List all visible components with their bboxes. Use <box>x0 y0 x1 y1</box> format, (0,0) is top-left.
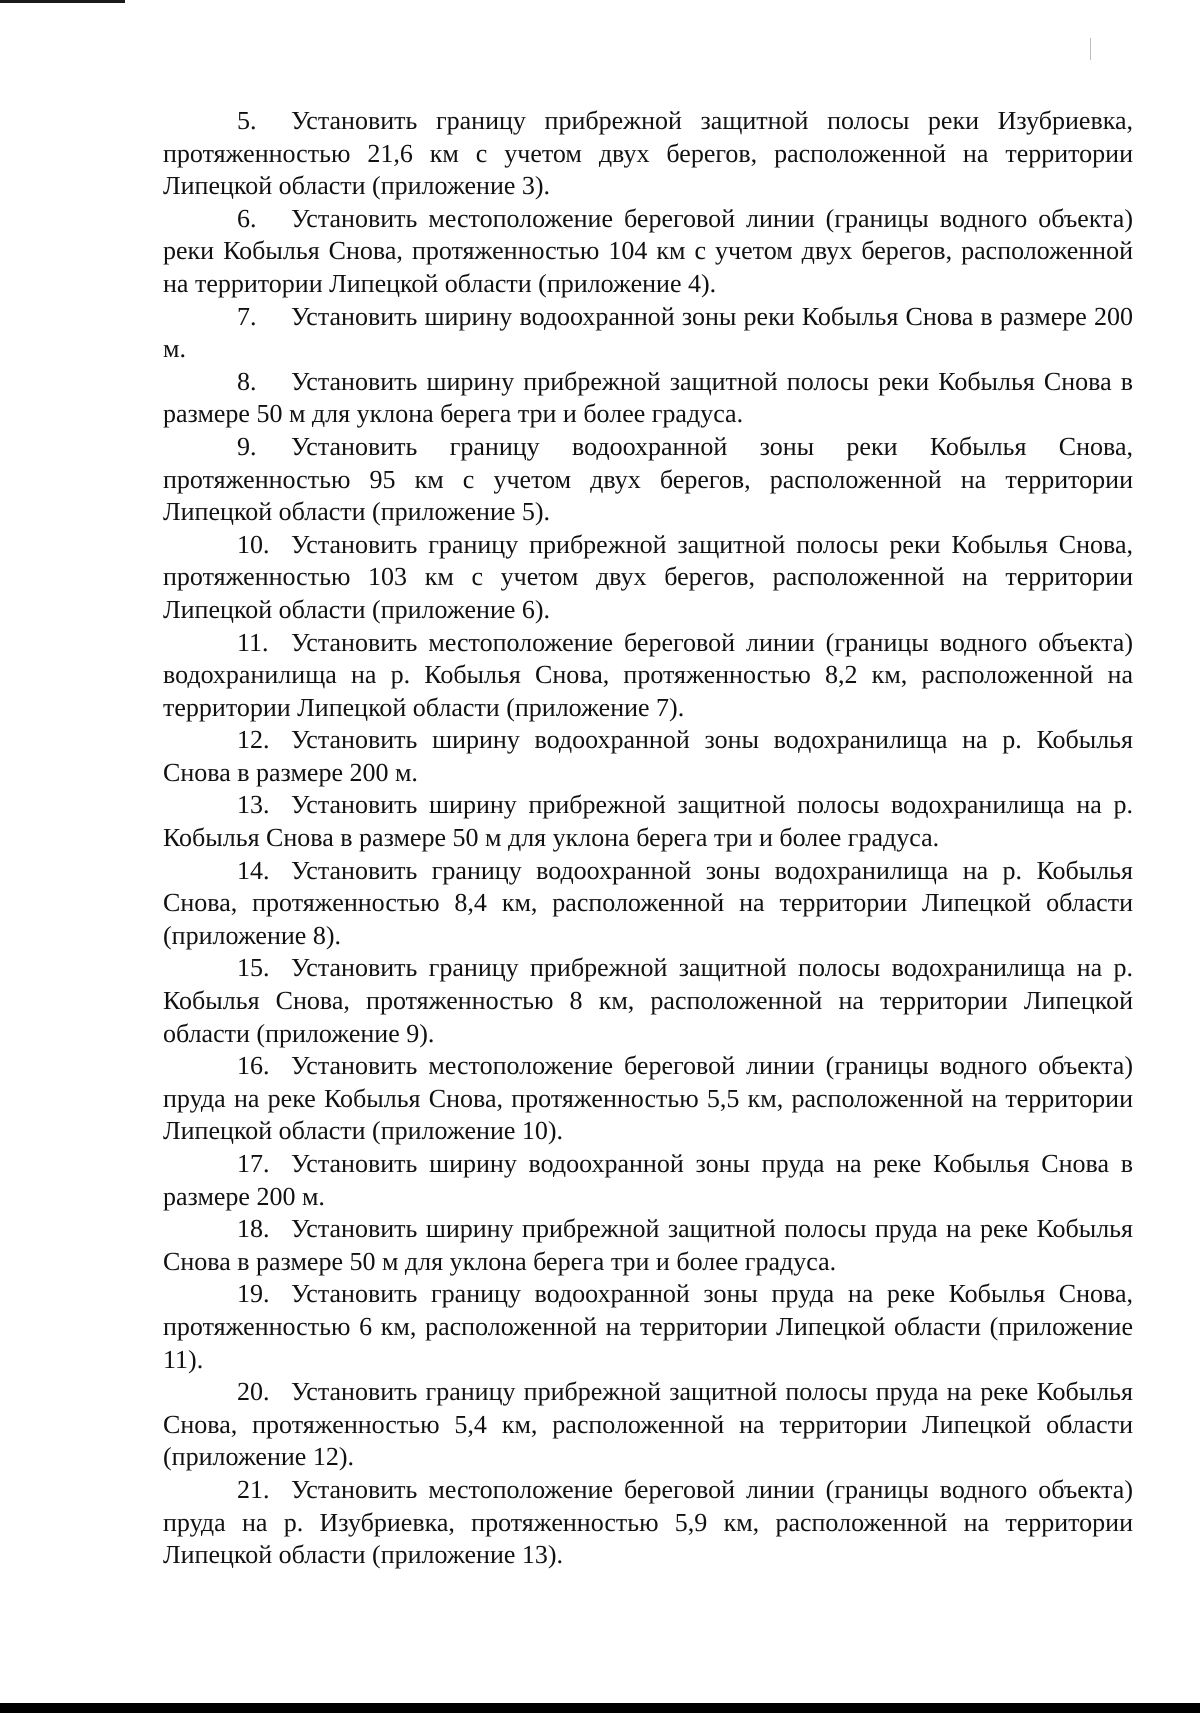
clause-number: 10. <box>237 529 270 559</box>
clause-9 <box>163 431 1133 529</box>
clause-text: Установить ширину прибрежной защитной полосы пруда на реке Кобылья Снова в размере 50 м для уклона берега три и более градуса. <box>163 1214 1133 1276</box>
clause-13 <box>163 789 1133 854</box>
clause-text: Установить ширину водоохранной зоны реки Кобылья Снова в размере 200 м. <box>163 301 1133 364</box>
clause-number: 17. <box>237 1149 270 1178</box>
clause-text: Установить ширину прибрежной защитной полосы реки Кобылья Снова в размере 50 м для уклона берега три и более градуса. <box>163 366 1133 429</box>
clause-number: 15. <box>237 953 270 983</box>
clause-text: Установить местоположение береговой линии (границы водного объекта) реки Кобылья Снова, протяженностью 104 км с учетом двух берегов, расположенной на территории Липецкой области (приложение 4). <box>163 203 1133 298</box>
clause-19 <box>163 1278 1133 1376</box>
clause-text: Установить ширину водоохранной зоны водохранилища на р. Кобылья Снова в размере 200 м. <box>163 725 1133 787</box>
clause-number: 7. <box>237 301 257 331</box>
clause-number: 21. <box>237 1474 270 1504</box>
clause-text: Установить границу прибрежной защитной полосы реки Кобылья Снова, протяженностью 103 км с учетом двух берегов, расположенной на территории Липецкой области (приложение 6). <box>163 529 1133 624</box>
clause-17 <box>163 1148 1133 1213</box>
clause-21 <box>163 1474 1133 1572</box>
clause-14 <box>163 855 1133 953</box>
clause-number: 18. <box>237 1214 270 1244</box>
clause-text: Установить ширину водоохранной зоны пруда на реке Кобылья Снова в размере 200 м. <box>163 1149 1133 1211</box>
clause-text: Установить границу прибрежной защитной полосы реки Изубриевка, протяженностью 21,6 км с учетом двух берегов, расположенной на территории Липецкой области (приложение 3). <box>163 106 1133 201</box>
clause-16 <box>163 1050 1133 1148</box>
clause-text: Установить местоположение береговой линии (границы водного объекта) водохранилища на р. Кобылья Снова, протяженностью 8,2 км, расположенной на территории Липецкой области (приложение 7). <box>163 627 1133 722</box>
clause-number: 16. <box>237 1051 270 1081</box>
clause-5 <box>163 105 1133 203</box>
clause-text: Установить ширину прибрежной защитной полосы водохранилища на р. Кобылья Снова в размере 50 м для уклона берега три и более градуса. <box>163 790 1133 853</box>
clause-number: 19. <box>237 1279 270 1309</box>
scan-margin-mark <box>1090 38 1091 60</box>
clause-text: Установить границу прибрежной защитной полосы пруда на реке Кобылья Снова, протяженностью 5,4 км, расположенной на территории Липецкой области (приложение 12). <box>163 1377 1133 1472</box>
clause-18 <box>163 1213 1133 1278</box>
clause-number: 5. <box>237 106 257 135</box>
clause-20 <box>163 1376 1133 1474</box>
clause-text: Установить границу прибрежной защитной полосы водохранилища на р. Кобылья Снова, протяженностью 8 км, расположенной на территории Липецкой области (приложение 9). <box>163 953 1133 1048</box>
clause-text: Установить границу водоохранной зоны реки Кобылья Снова, протяженностью 95 км с учетом двух берегов, расположенной на территории Липецкой области (приложение 5). <box>163 431 1133 527</box>
clause-number: 9. <box>237 431 257 461</box>
clause-number: 14. <box>237 855 270 885</box>
document-body <box>163 105 1133 1572</box>
clause-number: 13. <box>237 790 270 820</box>
clause-10 <box>163 529 1133 627</box>
clause-text: Установить границу водоохранной зоны водохранилища на р. Кобылья Снова, протяженностью 8,4 км, расположенной на территории Липецкой области (приложение 8). <box>163 855 1133 950</box>
clause-11 <box>163 627 1133 725</box>
clause-number: 8. <box>237 366 257 396</box>
scan-bottom-edge <box>0 1703 1200 1713</box>
clause-number: 12. <box>237 725 270 755</box>
clause-15 <box>163 952 1133 1050</box>
clause-number: 11. <box>237 627 269 657</box>
clause-7 <box>163 301 1133 366</box>
clause-8 <box>163 366 1133 431</box>
clause-text: Установить местоположение береговой линии (границы водного объекта) пруда на р. Изубриевка, протяженностью 5,9 км, расположенной на территории Липецкой области (приложение 13). <box>163 1474 1133 1570</box>
clause-6 <box>163 203 1133 301</box>
clause-number: 20. <box>237 1377 270 1407</box>
clause-12 <box>163 724 1133 789</box>
clause-text: Установить границу водоохранной зоны пруда на реке Кобылья Снова, протяженностью 6 км, расположенной на территории Липецкой области (приложение 11). <box>163 1279 1133 1374</box>
clause-text: Установить местоположение береговой линии (границы водного объекта) пруда на реке Кобылья Снова, протяженностью 5,5 км, расположенной на территории Липецкой области (приложение 10). <box>163 1051 1133 1146</box>
clause-number: 6. <box>237 203 257 233</box>
scan-edge-mark <box>0 0 125 3</box>
